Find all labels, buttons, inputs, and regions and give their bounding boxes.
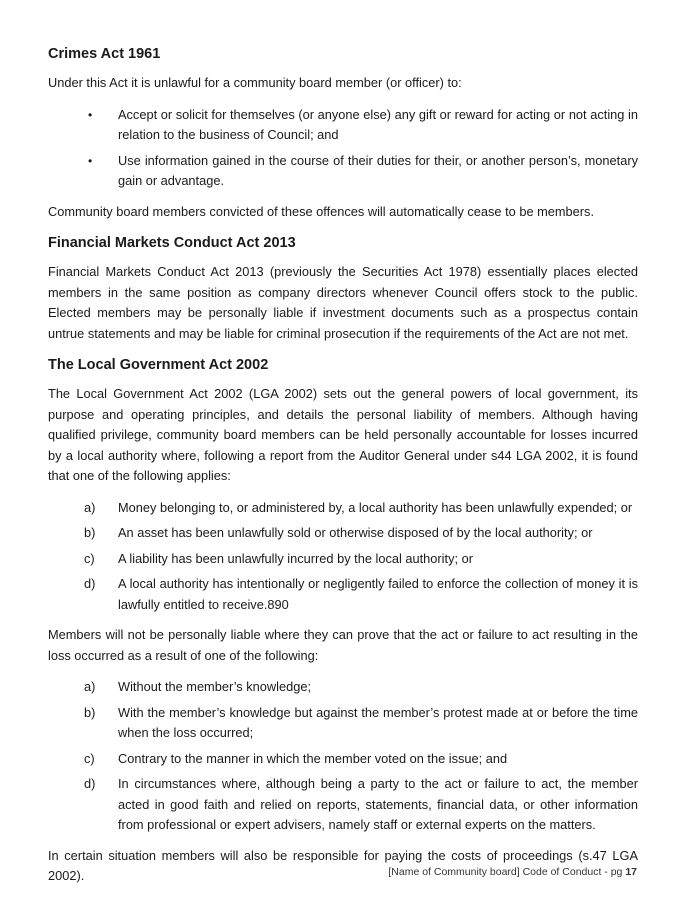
- list-item-text: With the member’s knowledge but against the member’s protest made at or before the time when the loss occurred;: [118, 704, 638, 740]
- exemption-conditions-list: [48, 677, 638, 836]
- bullet-marker: •: [88, 153, 93, 168]
- list-item-text: Contrary to the manner in which the member voted on the issue; and: [118, 750, 508, 766]
- list-marker: c): [84, 550, 95, 566]
- page-footer: [388, 866, 637, 878]
- list-marker: b): [84, 525, 96, 540]
- lga-exemption-intro: Members will not be personally liable where they can prove that the act or failure to act resulting in the loss occurred as a result of one of the following:: [48, 627, 638, 663]
- list-item: [48, 703, 638, 744]
- list-item-text: Without the member’s knowledge;: [118, 679, 311, 694]
- list-item: [48, 749, 638, 770]
- list-marker: d): [84, 576, 96, 591]
- list-marker: a): [84, 499, 96, 515]
- crimes-act-bullet-list: [48, 105, 638, 192]
- fmca-heading: Financial Markets Conduct Act 2013: [48, 235, 296, 251]
- bullet-marker: •: [88, 107, 93, 122]
- document-page: [48, 44, 638, 898]
- liability-conditions-list: [48, 498, 638, 616]
- list-marker: d): [84, 776, 96, 791]
- fmca-body: Financial Markets Conduct Act 2013 (previously the Securities Act 1978) essentially places elected members in the same position as company directors whenever Council offers stock to the public. Elected members may be personally liable if investment documents such as a prospectus contain untrue statements and may be liable for criminal prosecution if the requirements of the Act are not met.: [48, 264, 638, 341]
- list-item: [48, 549, 638, 570]
- lga-heading: The Local Government Act 2002: [48, 357, 269, 373]
- list-marker: c): [84, 750, 95, 766]
- list-item: [48, 677, 638, 698]
- crimes-act-outro: Community board members convicted of these offences will automatically cease to be members.: [48, 203, 595, 219]
- list-item-text: A local authority has intentionally or negligently failed to enforce the collection of money it is lawfully entitled to receive.890: [118, 576, 638, 612]
- footer-text: [Name of Community board] Code of Conduct - pg: [388, 866, 626, 878]
- list-item: [48, 151, 638, 192]
- list-item-text: In circumstances where, although being a party to the act or failure to act, the member acted in good faith and relied on reports, statements, financial data, or other information from professional or expert advisers, namely staff or external experts on the matters.: [118, 776, 638, 832]
- list-item: [48, 523, 638, 544]
- list-item: [48, 774, 638, 836]
- list-marker: a): [84, 679, 96, 694]
- crimes-act-intro: Under this Act it is unlawful for a community board member (or officer) to:: [48, 75, 462, 90]
- list-item-text: A liability has been unlawfully incurred by the local authority; or: [118, 550, 473, 566]
- lga-closing: In certain situation members will also be responsible for paying the costs of proceedings (s.47 LGA 2002).: [48, 847, 638, 883]
- list-item-text: Accept or solicit for themselves (or anyone else) any gift or reward for acting or not acting in relation to the business of Council; and: [118, 106, 638, 142]
- lga-body: The Local Government Act 2002 (LGA 2002) sets out the general powers of local government, its purpose and operating principles, and details the personal liability of members. Although having qualified privilege, community board members can be held personally accountable for losses incurred by a local authority where, following a report from the Auditor General under s44 LGA 2002, it is found that one of the following applies:: [48, 386, 638, 483]
- list-item: [48, 498, 638, 519]
- page-number: 17: [625, 866, 637, 878]
- list-item-text: An asset has been unlawfully sold or otherwise disposed of by the local authority; or: [118, 525, 593, 540]
- list-item: [48, 105, 638, 146]
- list-item-text: Money belonging to, or administered by, a local authority has been unlawfully expended; or: [118, 499, 633, 515]
- crimes-act-heading: Crimes Act 1961: [48, 46, 161, 62]
- list-item: [48, 574, 638, 615]
- list-item-text: Use information gained in the course of their duties for their, or another person’s, monetary gain or advantage.: [118, 152, 638, 188]
- list-marker: b): [84, 704, 96, 720]
